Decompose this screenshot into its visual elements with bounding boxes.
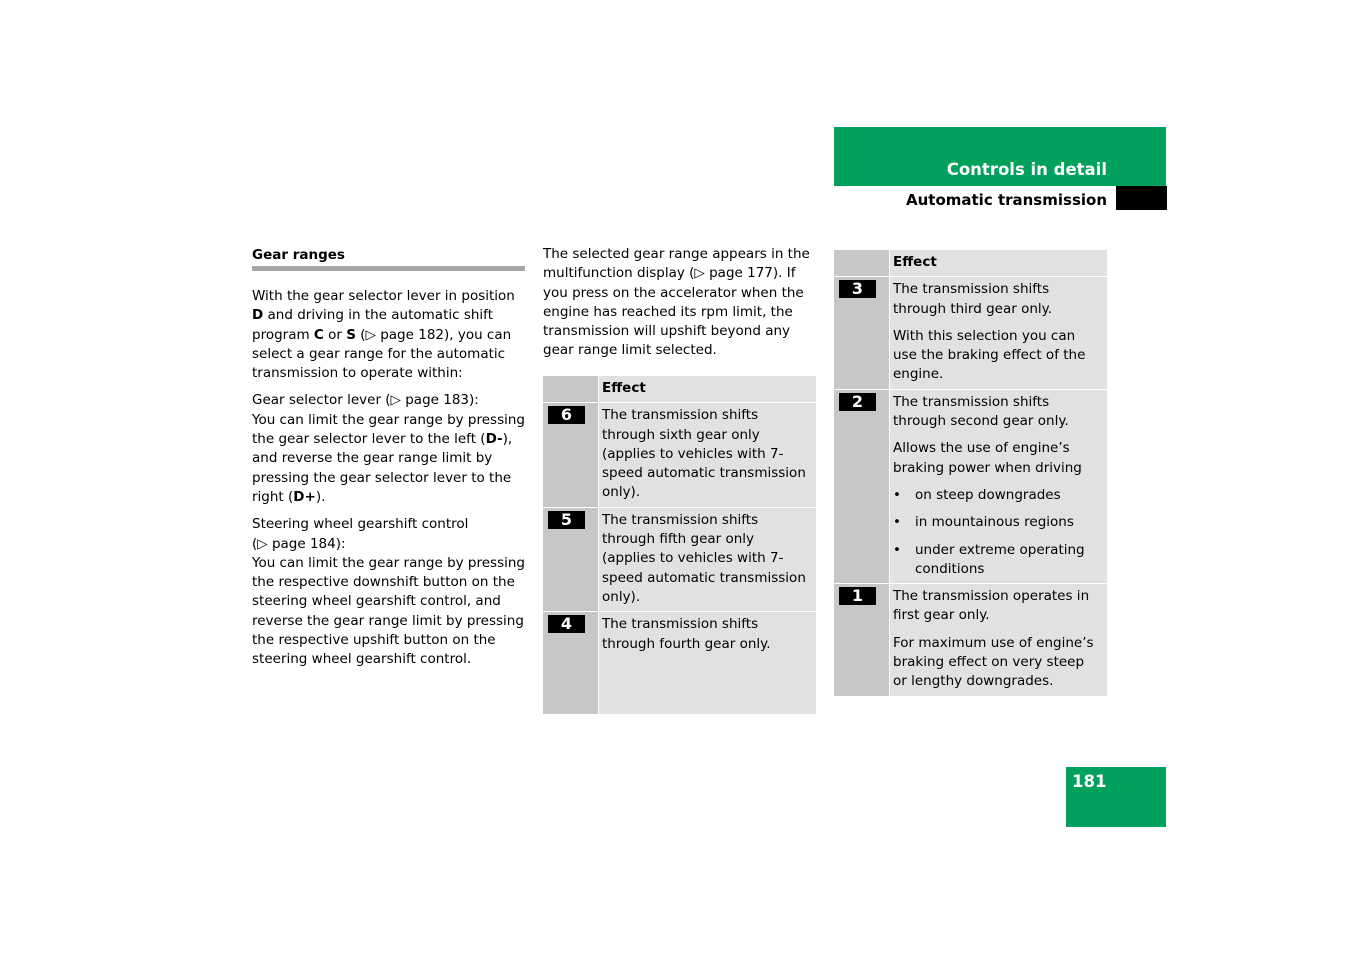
page-number-box <box>1066 767 1166 827</box>
table-row <box>834 389 1107 583</box>
list-item: • under extreme operating conditions <box>893 541 1085 577</box>
gear-effect-table-2 <box>834 250 1107 696</box>
effect-header: Effect <box>893 254 937 270</box>
steering-wheel-gearshift-paragraph: Steering wheel gearshift control (▷ page 184): You can limit the gear range by pressing the respective downshift button on the steering wheel gearshift control, and reverse the gear range limit by pressing the respective upshift button on the steering wheel gearshift control. <box>252 516 525 668</box>
page-number: 181 <box>1072 772 1107 791</box>
display-info-paragraph: The selected gear range appears in the multifunction display (▷ page 177). If you press on the accelerator when the engine has reached its rpm limit, the transmission will upshift beyond any gear range limit selected. <box>543 246 810 359</box>
gear-ranges-column <box>252 245 525 678</box>
list-item: • in mountainous regions <box>893 514 1074 531</box>
effect-text: The transmission shifts through fifth gear only (applies to vehicles with 7-speed automatic transmission only). <box>602 511 806 605</box>
section-marker <box>1116 186 1167 210</box>
effect-text: The transmission shifts through fourth gear only. <box>602 616 771 652</box>
display-info-column <box>543 245 816 369</box>
table-header-row <box>834 250 1107 277</box>
heading-rule <box>252 266 525 271</box>
effect-text: With this selection you can use the braking effect of the engine. <box>893 327 1086 383</box>
chapter-title: Controls in detail <box>946 160 1107 179</box>
gear-ranges-intro: With the gear selector lever in position D and driving in the automatic shift program C or S (▷ page 182), you can select a gear range for the automatic transmission to operate within: <box>252 288 515 382</box>
effect-text: The transmission shifts through second gear only. <box>893 393 1069 430</box>
bullet-list <box>893 486 1101 579</box>
effect-header: Effect <box>602 380 646 396</box>
gear-2-badge: 2 <box>839 393 876 411</box>
gear-selector-lever-paragraph: Gear selector lever (▷ page 183): You can limit the gear range by pressing the gear selector lever to the left (D-), and reverse the gear range limit by pressing the gear selector lever to the right (D+). <box>252 392 525 505</box>
effect-text: The transmission shifts through sixth gear only (applies to vehicles with 7-speed automatic transmission only). <box>602 407 806 501</box>
effect-text: The transmission operates in first gear only. <box>893 588 1090 624</box>
gear-5-badge: 5 <box>548 511 585 529</box>
effect-text: The transmission shifts through third gear only. <box>893 281 1053 317</box>
table-row <box>834 277 1107 389</box>
table-row <box>543 612 816 714</box>
section-title: Automatic transmission <box>906 191 1107 209</box>
gear-3-badge: 3 <box>839 280 876 298</box>
table-row <box>834 584 1107 696</box>
list-item: • on steep downgrades <box>893 486 1061 503</box>
table-header-row <box>543 376 816 403</box>
gear-effect-table-1 <box>543 376 816 714</box>
gear-1-badge: 1 <box>839 587 876 605</box>
gear-6-badge: 6 <box>548 406 585 424</box>
effect-text: For maximum use of engine’s braking effect on very steep or lengthy downgrades. <box>893 634 1094 690</box>
gear-4-badge: 4 <box>548 615 585 633</box>
chapter-header-bar <box>834 127 1166 186</box>
table-row <box>543 403 816 507</box>
effect-text: Allows the use of engine’s braking power when driving <box>893 440 1082 476</box>
gear-ranges-heading: Gear ranges <box>252 247 345 263</box>
table-row <box>543 507 816 611</box>
